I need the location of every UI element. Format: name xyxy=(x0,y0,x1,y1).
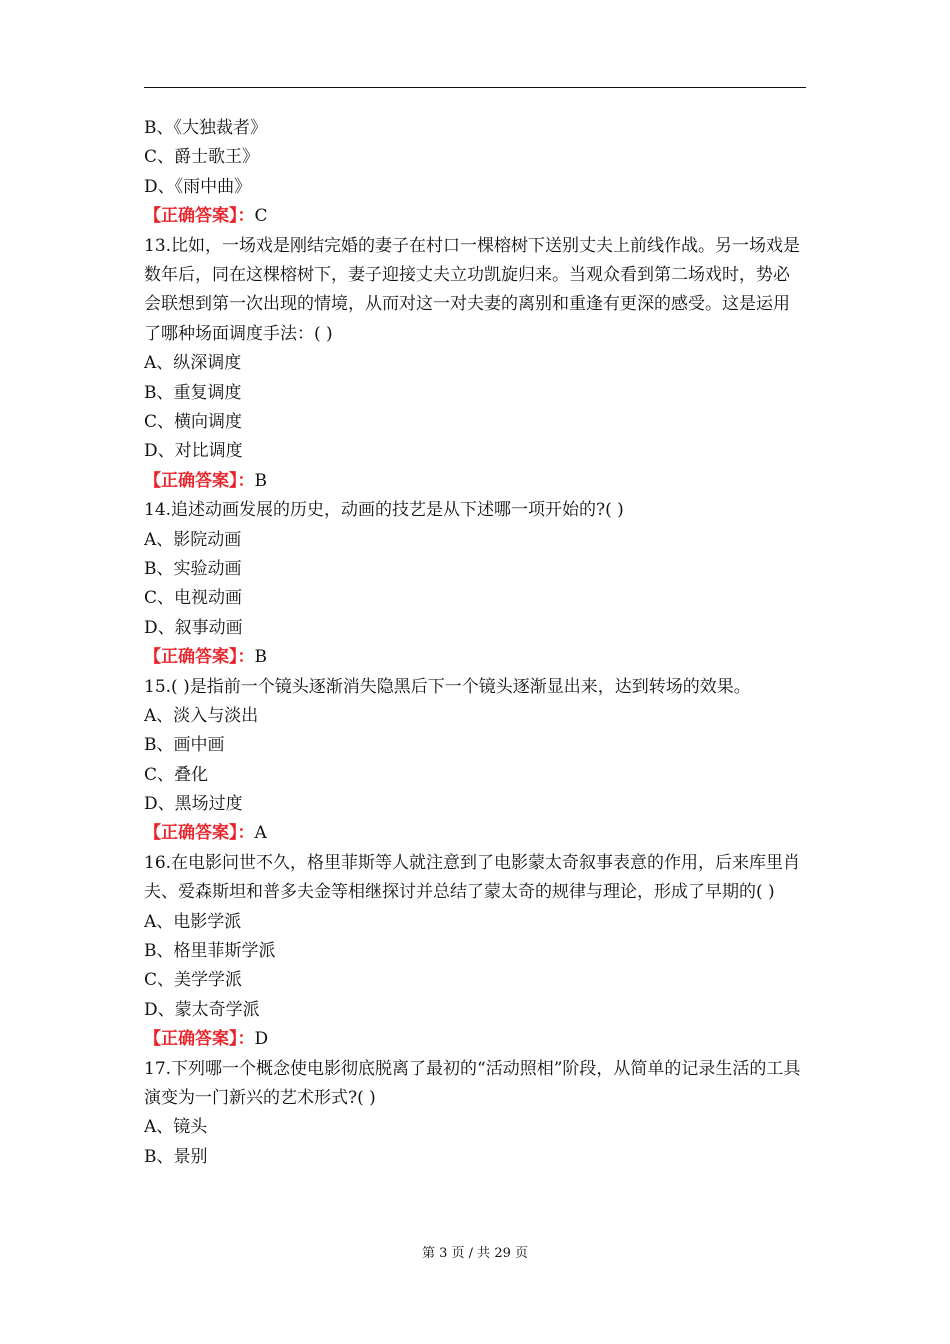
answer-label: 【正确答案】： xyxy=(144,206,255,227)
option-c: C、爵士歌王》 xyxy=(144,147,260,168)
option-a: A、淡入与淡出 xyxy=(144,705,259,726)
option-a: A、纵深调度 xyxy=(144,353,242,374)
answer-value: A xyxy=(254,823,267,844)
question-14-stem: 14.追述动画发展的历史，动画的技艺是从下述哪一项开始的?( ) xyxy=(144,500,624,521)
option-d: D、黑场过度 xyxy=(144,794,243,815)
question-17-stem: 17.下列哪一个概念使电影彻底脱离了最初的“活动照相”阶段，从简单的记录生活的工具演变为一门新兴的艺术形式?( ) xyxy=(144,1058,801,1109)
answer-label: 【正确答案】： xyxy=(144,647,255,668)
option-a: A、影院动画 xyxy=(144,529,242,550)
option-b: B、重复调度 xyxy=(144,382,242,403)
header-rule xyxy=(144,87,806,88)
option-c: C、电视动画 xyxy=(144,588,243,609)
option-d: D、蒙太奇学派 xyxy=(144,999,260,1020)
option-b: B、画中画 xyxy=(144,735,225,756)
option-a: A、电影学派 xyxy=(144,911,242,932)
answer-value: B xyxy=(254,647,267,668)
answer-label: 【正确答案】： xyxy=(144,823,255,844)
option-b: B、格里菲斯学派 xyxy=(144,941,276,962)
answer-line xyxy=(144,1025,806,1054)
answer-line xyxy=(144,819,806,848)
answer-line xyxy=(144,202,806,231)
option-b: B、景别 xyxy=(144,1146,208,1167)
answer-line xyxy=(144,643,806,672)
answer-value: B xyxy=(254,470,267,491)
option-b: B、实验动画 xyxy=(144,558,242,579)
option-d: D、叙事动画 xyxy=(144,617,243,638)
option-d: D、对比调度 xyxy=(144,441,243,462)
option-a: A、镜头 xyxy=(144,1117,208,1138)
option-c: C、横向调度 xyxy=(144,411,243,432)
answer-label: 【正确答案】： xyxy=(144,1029,255,1050)
option-c: C、叠化 xyxy=(144,764,209,785)
question-13-stem: 13.比如，一场戏是刚结完婚的妻子在村口一棵榕树下送别丈夫上前线作战。另一场戏是数年后，同在这棵榕树下，妻子迎接丈夫立功凯旋归来。当观众看到第二场戏时，势必会联想到第一次出现的情境，从而对这一对夫妻的离别和重逢有更深的感受。这是运用了哪种场面调度手法：( ) xyxy=(144,235,801,344)
page-number: 第 3 页 / 共 29 页 xyxy=(422,1246,528,1261)
question-16-stem: 16.在电影问世不久，格里菲斯等人就注意到了电影蒙太奇叙事表意的作用，后来库里肖夫、爱森斯坦和普多夫金等相继探讨并总结了蒙太奇的规律与理论，形成了早期的( ) xyxy=(144,852,801,903)
answer-line xyxy=(144,467,806,496)
answer-value: C xyxy=(254,206,268,227)
answer-value: D xyxy=(254,1029,269,1050)
question-15-stem: 15.( )是指前一个镜头逐渐消失隐黑后下一个镜头逐渐显出来，达到转场的效果。 xyxy=(144,676,751,697)
answer-label: 【正确答案】： xyxy=(144,470,255,491)
option-b: B、《大独裁者》 xyxy=(144,118,267,138)
page-footer xyxy=(0,1244,950,1264)
option-d: D、《雨中曲》 xyxy=(144,176,252,197)
page-content xyxy=(144,114,806,1172)
option-c: C、美学学派 xyxy=(144,970,243,991)
